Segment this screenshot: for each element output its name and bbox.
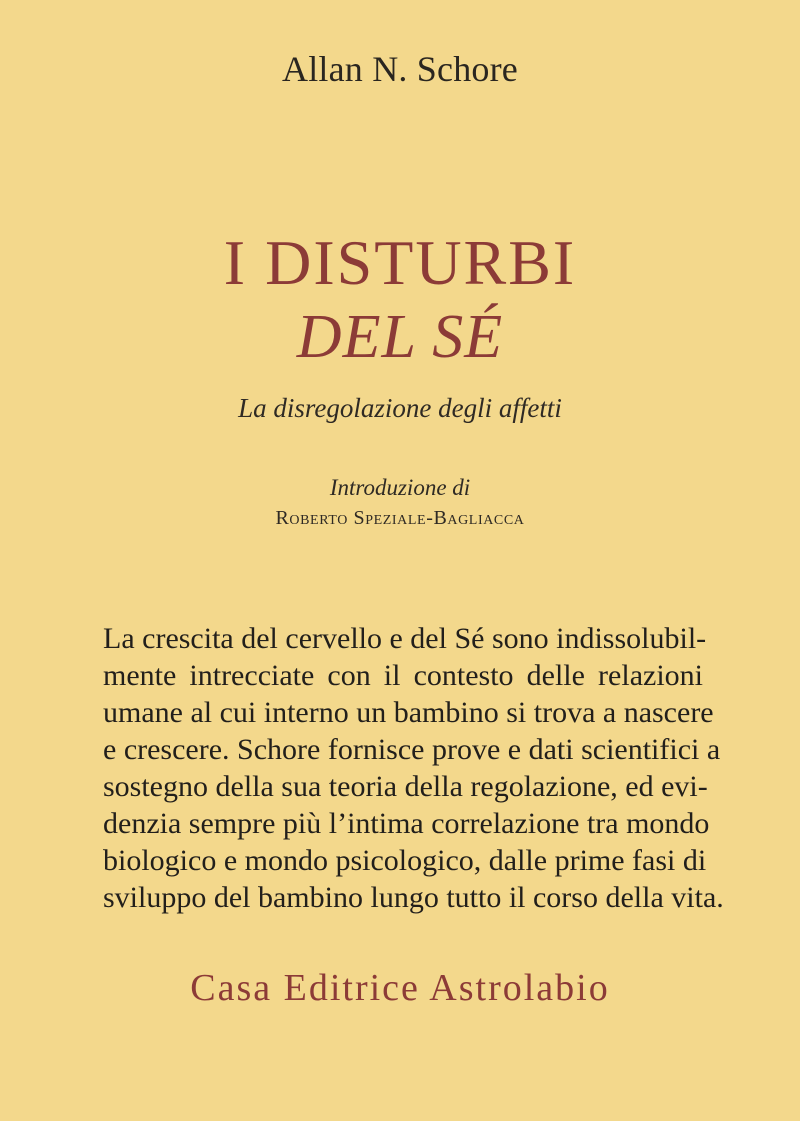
blurb-line: umane al cui interno un bambino si trova a nascere [103, 696, 714, 729]
book-title-line-1: I DISTURBI [223, 227, 577, 298]
blurb-line: denzia sempre più l’intima correlazione tra mondo [103, 807, 710, 840]
blurb-line: sviluppo del bambino lungo tutto il corso della vita. [103, 881, 724, 914]
publisher-name: Casa Editrice Astrolabio [190, 967, 610, 1009]
blurb-line: biologico e mondo psicologico, dalle prime fasi di [103, 844, 707, 877]
blurb-line: sostegno della sua teoria della regolazione, ed evi- [103, 770, 708, 803]
blurb-line: La crescita del cervello e del Sé sono indissolubil- [103, 622, 707, 655]
blurb-line: mente intrecciate con il contesto delle relazioni [103, 659, 703, 692]
back-blurb [103, 620, 724, 916]
blurb-line: e crescere. Schore fornisce prove e dati scientifici a [103, 733, 721, 766]
introduction-label: Introduzione di [329, 475, 471, 500]
book-subtitle: La disregolazione degli affetti [238, 393, 562, 423]
author-name: Allan N. Schore [282, 49, 518, 89]
introduction-author: Roberto Speziale-Bagliacca [275, 507, 525, 529]
book-title-line-2: DEL SÉ [296, 303, 504, 371]
